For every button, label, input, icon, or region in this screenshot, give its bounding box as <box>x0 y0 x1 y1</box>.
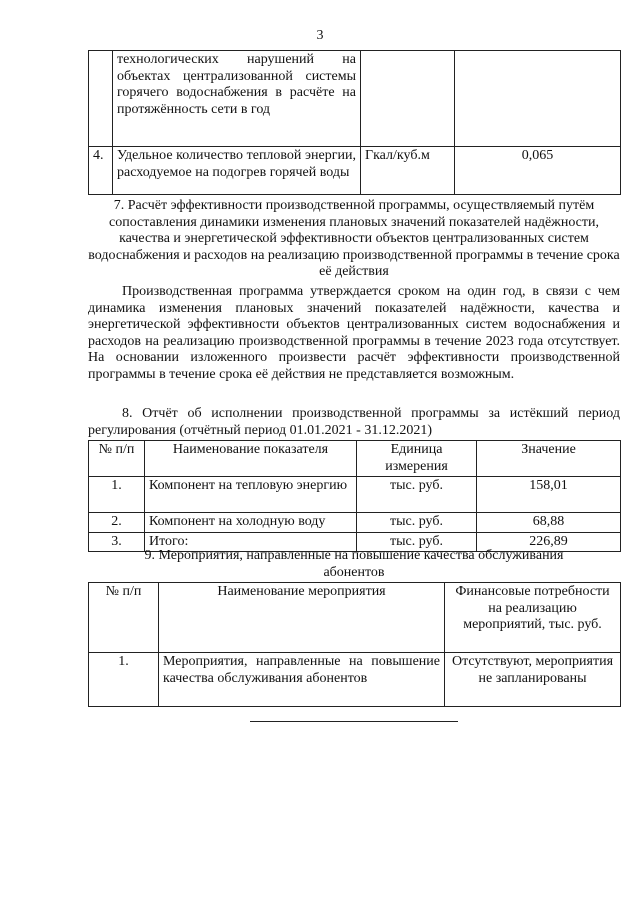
section-7-title: 7. Расчёт эффективности производственной программы, осуществляемый путём сопоставления динамики изменения плановых значений показателей надёжности, качества и энергетической эффективности объектов централизованных систем водоснабжения и расходов на реализацию производственной программы в течение срока её действия <box>88 198 620 280</box>
end-separator-line <box>250 721 458 722</box>
row-number: 3. <box>89 532 145 552</box>
indicator-unit <box>361 51 455 147</box>
indicator-value: 0,065 <box>455 147 621 195</box>
row-number: 2. <box>89 513 145 533</box>
row-number <box>89 51 113 147</box>
indicator-name: Удельное количество тепловой энергии, расходуемое на подогрев горячей воды <box>113 147 361 195</box>
row-finance: Отсутствуют, мероприятия не запланированы <box>445 653 621 707</box>
indicator-unit: Гкал/куб.м <box>361 147 455 195</box>
row-name: Итого: <box>145 532 357 552</box>
header-num: № п/п <box>89 441 145 477</box>
header-finance: Финансовые потребности на реализацию мероприятий, тыс. руб. <box>445 583 621 653</box>
row-value: 158,01 <box>477 477 621 513</box>
row-number: 1. <box>89 477 145 513</box>
row-name: Компонент на холодную воду <box>145 513 357 533</box>
report-table <box>88 440 621 552</box>
header-name: Наименование мероприятия <box>159 583 445 653</box>
header-unit: Единица измерения <box>357 441 477 477</box>
section-9-title: 9. Мероприятия, направленные на повышение качества обслуживания абонентов <box>144 548 564 580</box>
section-7-paragraph: Производственная программа утверждается сроком на один год, в связи с чем динамика изменения плановых значений показателей надёжности, качества и энергетической эффективности объектов централизованных систем водоснабжения и расходов на реализацию производственной программы в течение 2023 года отсутствует. На основании изложенного произвести расчёт эффективности производственной программы в течение срока её действия не представляется возможным. <box>88 284 620 382</box>
indicator-value <box>455 51 621 147</box>
row-name: Мероприятия, направленные на повышение качества обслуживания абонентов <box>159 653 445 707</box>
table-header-row <box>89 441 621 477</box>
header-num: № п/п <box>89 583 159 653</box>
header-value: Значение <box>477 441 621 477</box>
section-8-title: 8. Отчёт об исполнении производственной программы за истёкший период регулирования (отчётный период 01.01.2021 - 31.12.2021) <box>88 406 620 438</box>
row-number: 1. <box>89 653 159 707</box>
table-header-row <box>89 583 621 653</box>
row-value: 226,89 <box>477 532 621 552</box>
table-row <box>89 51 621 147</box>
indicator-name: технологических нарушений на объектах централизованной системы горячего водоснабжения в расчёте на протяжённость сети в год <box>113 51 361 147</box>
measures-table <box>88 582 621 707</box>
row-value: 68,88 <box>477 513 621 533</box>
table-row <box>89 147 621 195</box>
row-number: 4. <box>89 147 113 195</box>
row-unit: тыс. руб. <box>357 477 477 513</box>
header-name: Наименование показателя <box>145 441 357 477</box>
indicators-table-continued <box>88 50 621 195</box>
page-number: 3 <box>316 28 324 43</box>
table-row <box>89 653 621 707</box>
row-unit: тыс. руб. <box>357 532 477 552</box>
row-unit: тыс. руб. <box>357 513 477 533</box>
table-row <box>89 513 621 533</box>
table-row <box>89 477 621 513</box>
row-name: Компонент на тепловую энергию <box>145 477 357 513</box>
